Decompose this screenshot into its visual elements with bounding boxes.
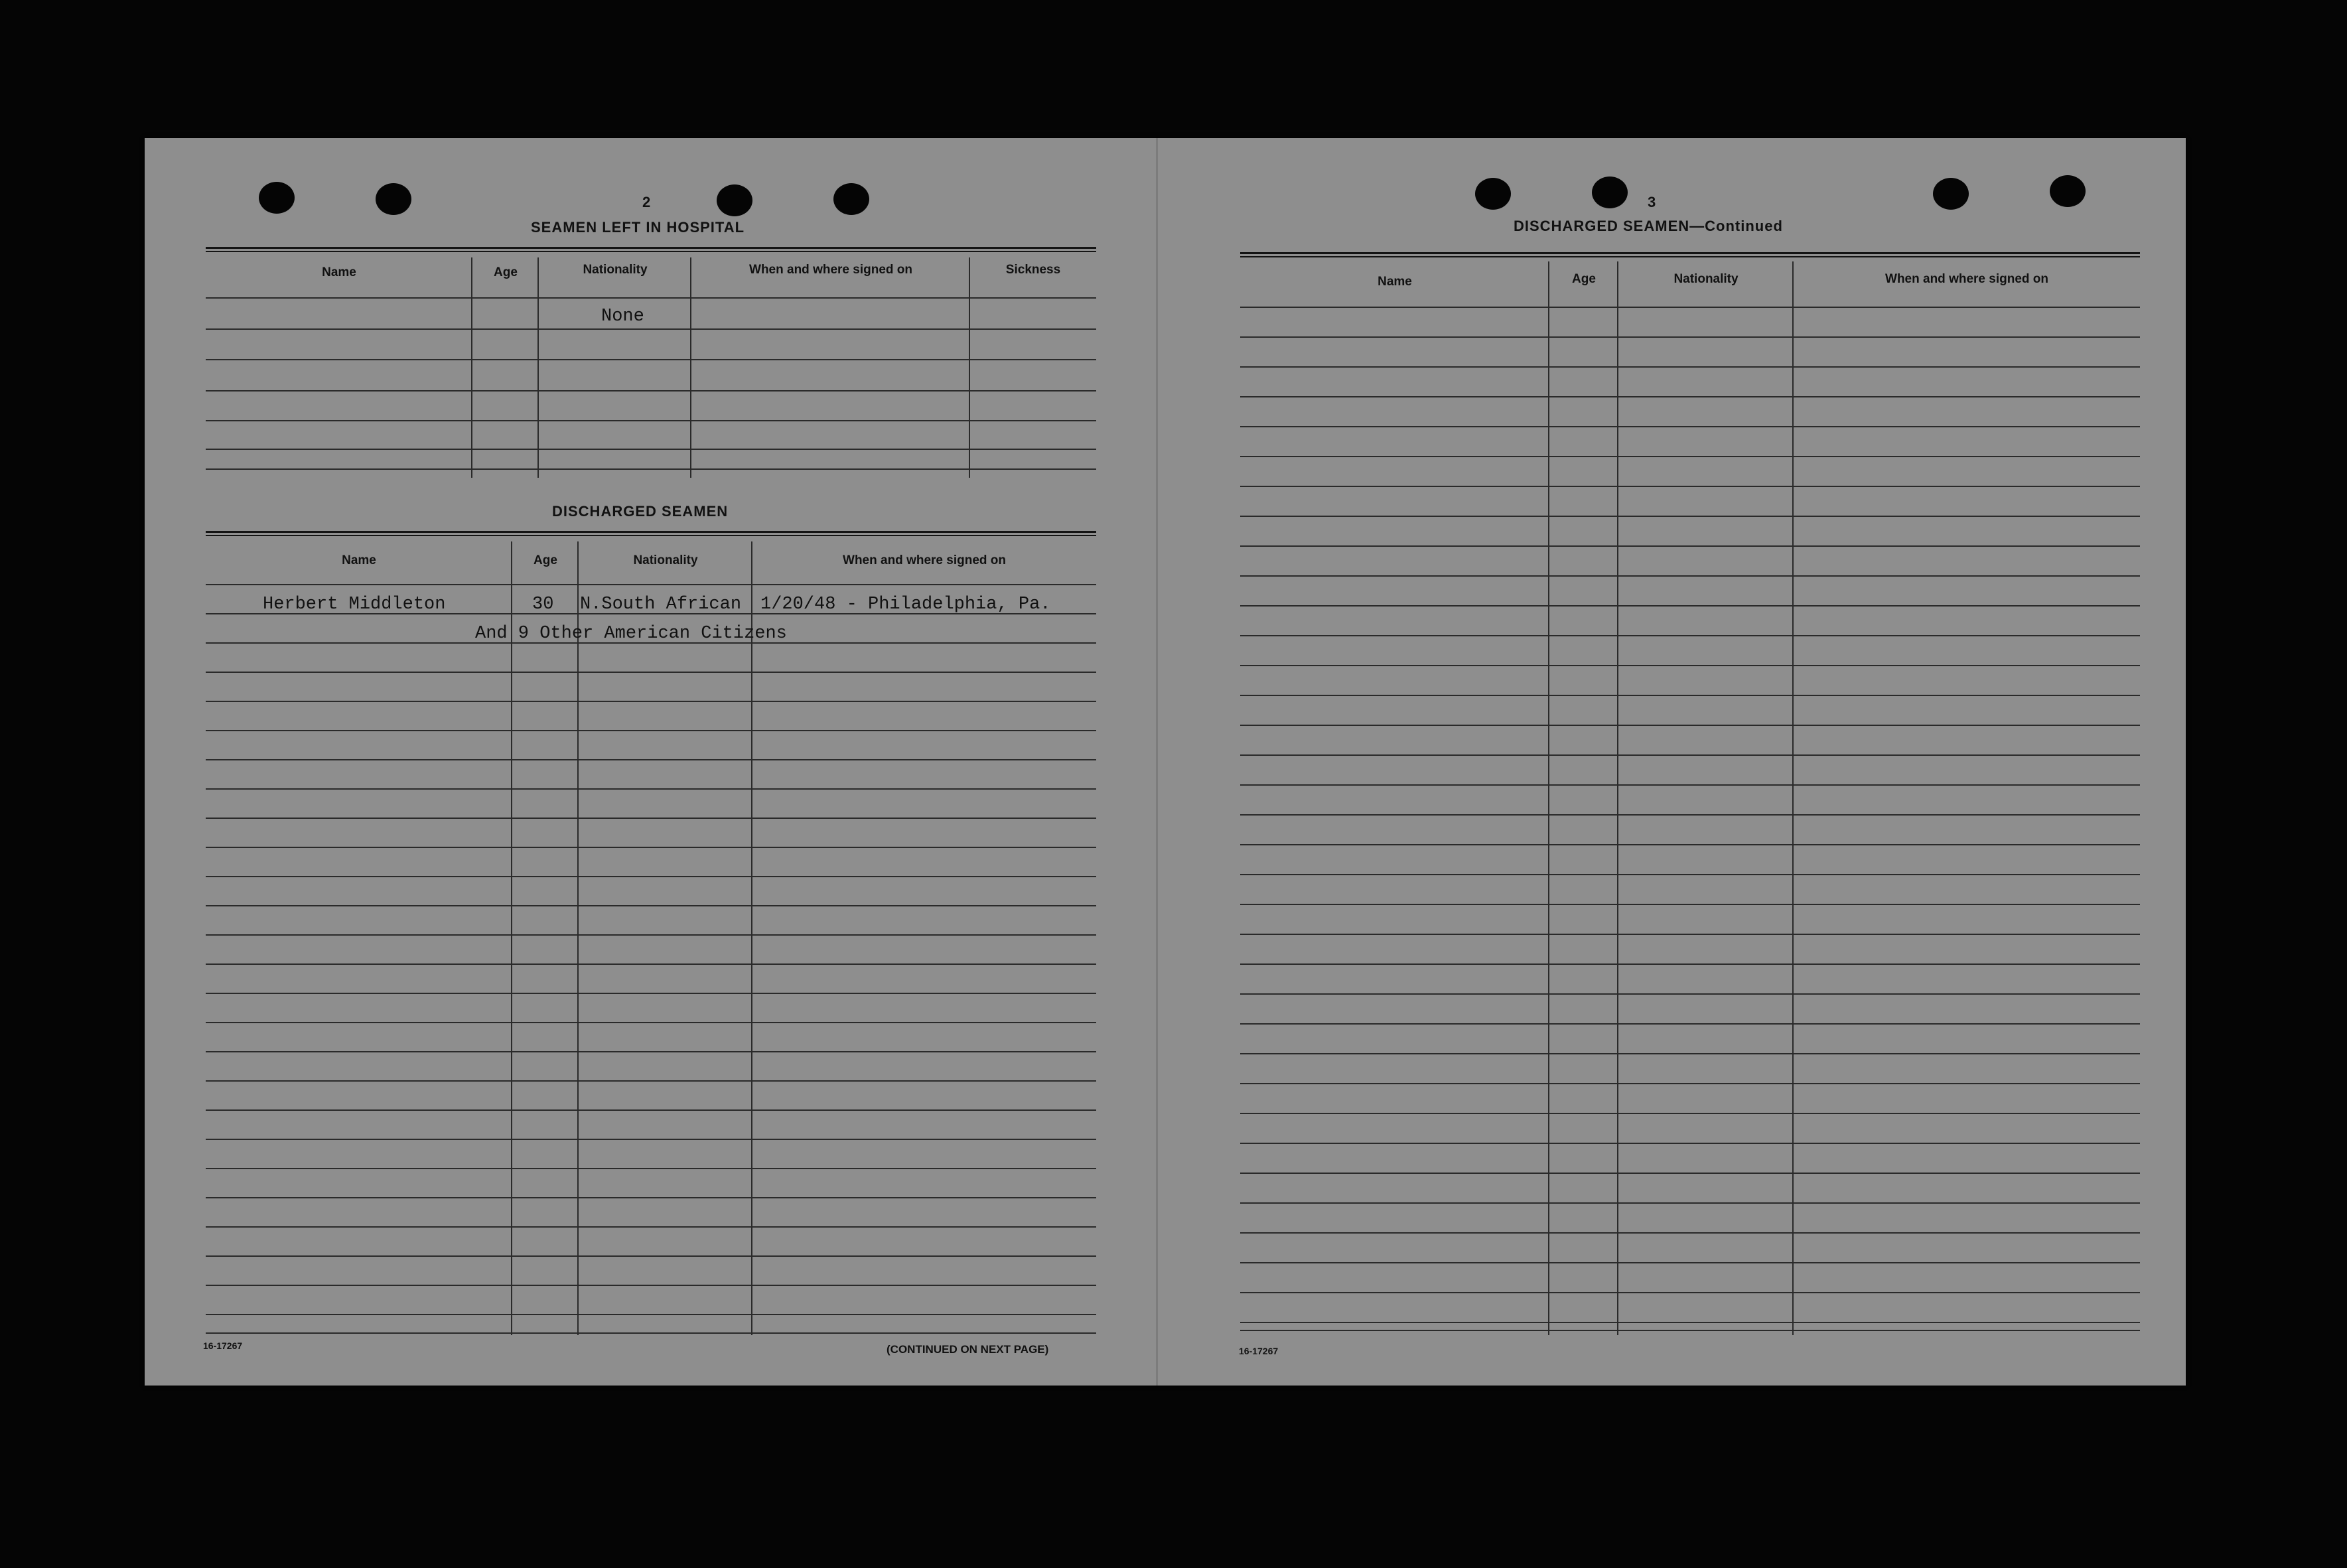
column-divider — [751, 541, 752, 1335]
row-line — [1240, 545, 2140, 547]
row-line — [206, 788, 1096, 790]
col-age: Age — [494, 265, 518, 279]
row-line — [1240, 307, 2140, 308]
right-page — [1158, 138, 2186, 1386]
row-line — [206, 876, 1096, 877]
col-age: Age — [533, 553, 557, 567]
row-line — [206, 297, 1096, 299]
row-line — [206, 1255, 1096, 1257]
punch-hole — [1592, 177, 1628, 208]
row-line — [206, 993, 1096, 994]
row-line — [1240, 426, 2140, 427]
hospital-table — [206, 257, 1096, 476]
row-line — [1240, 605, 2140, 606]
form-number: 16-17267 — [203, 1340, 243, 1351]
row-line — [206, 1139, 1096, 1140]
row-line — [1240, 1113, 2140, 1114]
punch-hole — [259, 182, 295, 214]
column-divider — [577, 541, 579, 1335]
row-line — [1240, 575, 2140, 577]
col-when-where: When and where signed on — [843, 553, 1006, 567]
row-line — [206, 1080, 1096, 1082]
seaman-age: 30 — [532, 595, 554, 614]
row-line — [206, 818, 1096, 819]
continued-note: (CONTINUED ON NEXT PAGE) — [887, 1343, 1049, 1356]
row-line — [1240, 635, 2140, 636]
row-line — [1240, 456, 2140, 457]
col-when-where: When and where signed on — [1885, 272, 2048, 286]
col-name: Name — [322, 265, 356, 279]
col-sickness: Sickness — [1005, 263, 1061, 277]
row-line — [1240, 1292, 2140, 1293]
punch-hole — [717, 184, 752, 216]
row-line — [206, 390, 1096, 392]
row-line — [1240, 904, 2140, 905]
column-divider — [1548, 261, 1549, 1335]
punch-hole — [833, 183, 869, 215]
row-line — [1240, 725, 2140, 726]
col-age: Age — [1572, 272, 1596, 286]
seaman-nationality: N.South African — [580, 595, 742, 614]
row-line — [1240, 336, 2140, 338]
page-number: 2 — [642, 194, 651, 210]
row-line — [1240, 366, 2140, 368]
col-nationality: Nationality — [1673, 272, 1739, 286]
row-line — [1240, 486, 2140, 487]
hospital-entry: None — [601, 307, 644, 326]
row-line — [1240, 1202, 2140, 1204]
row-line — [206, 584, 1096, 585]
row-line — [1240, 665, 2140, 666]
col-name: Name — [1378, 275, 1412, 289]
double-rule — [1240, 252, 2140, 257]
row-line — [206, 701, 1096, 702]
continued-table — [1240, 261, 2140, 1336]
document-sheet — [145, 138, 2186, 1386]
column-divider — [969, 257, 970, 478]
row-line — [206, 420, 1096, 421]
row-line — [206, 730, 1096, 731]
column-divider — [471, 257, 472, 478]
column-divider — [511, 541, 512, 1335]
hospital-section-title: SEAMEN LEFT IN HOSPITAL — [531, 219, 745, 236]
continued-section-title: DISCHARGED SEAMEN—Continued — [1514, 218, 1783, 234]
row-line — [1240, 934, 2140, 935]
column-divider — [537, 257, 539, 478]
row-line — [206, 1285, 1096, 1286]
discharged-note: And 9 Other American Citizens — [475, 624, 787, 644]
row-line — [206, 449, 1096, 450]
row-line — [1240, 1023, 2140, 1025]
double-rule — [206, 247, 1096, 252]
punch-hole — [376, 183, 411, 215]
col-when-where: When and where signed on — [749, 263, 912, 277]
row-line — [206, 359, 1096, 360]
col-nationality: Nationality — [633, 553, 698, 567]
discharged-section-title: DISCHARGED SEAMEN — [552, 503, 729, 520]
column-divider — [1617, 261, 1618, 1335]
row-line — [206, 672, 1096, 673]
row-line — [206, 1332, 1096, 1334]
row-line — [206, 1168, 1096, 1169]
row-line — [1240, 963, 2140, 965]
row-line — [206, 328, 1096, 330]
row-line — [206, 1197, 1096, 1198]
row-line — [1240, 516, 2140, 517]
row-line — [1240, 1053, 2140, 1054]
discharged-table — [206, 541, 1096, 1339]
row-line — [206, 963, 1096, 965]
row-line — [1240, 754, 2140, 756]
row-line — [206, 1226, 1096, 1228]
row-line — [1240, 1322, 2140, 1323]
row-line — [206, 468, 1096, 470]
row-line — [206, 905, 1096, 906]
left-page — [145, 138, 1156, 1386]
row-line — [1240, 1173, 2140, 1174]
row-line — [1240, 396, 2140, 397]
column-divider — [1792, 261, 1794, 1335]
page-number: 3 — [1648, 194, 1656, 210]
row-line — [1240, 1232, 2140, 1234]
row-line — [1240, 844, 2140, 845]
row-line — [1240, 1330, 2140, 1331]
punch-hole — [2050, 175, 2086, 207]
col-nationality: Nationality — [583, 263, 648, 277]
row-line — [1240, 993, 2140, 995]
row-line — [206, 759, 1096, 760]
row-line — [1240, 1083, 2140, 1084]
row-line — [1240, 784, 2140, 786]
form-number: 16-17267 — [1239, 1346, 1279, 1356]
column-divider — [690, 257, 691, 478]
row-line — [1240, 695, 2140, 696]
double-rule — [206, 531, 1096, 536]
row-line — [206, 1314, 1096, 1315]
seaman-signed-on: 1/20/48 - Philadelphia, Pa. — [760, 595, 1051, 614]
punch-hole — [1475, 178, 1511, 210]
row-line — [1240, 1262, 2140, 1263]
punch-hole — [1933, 178, 1969, 210]
row-line — [206, 934, 1096, 936]
seaman-name: Herbert Middleton — [263, 595, 446, 614]
row-line — [206, 1051, 1096, 1052]
row-line — [206, 1109, 1096, 1111]
row-line — [1240, 874, 2140, 875]
row-line — [1240, 814, 2140, 816]
row-line — [206, 847, 1096, 848]
row-line — [1240, 1143, 2140, 1144]
row-line — [206, 1022, 1096, 1023]
col-name: Name — [342, 553, 376, 567]
